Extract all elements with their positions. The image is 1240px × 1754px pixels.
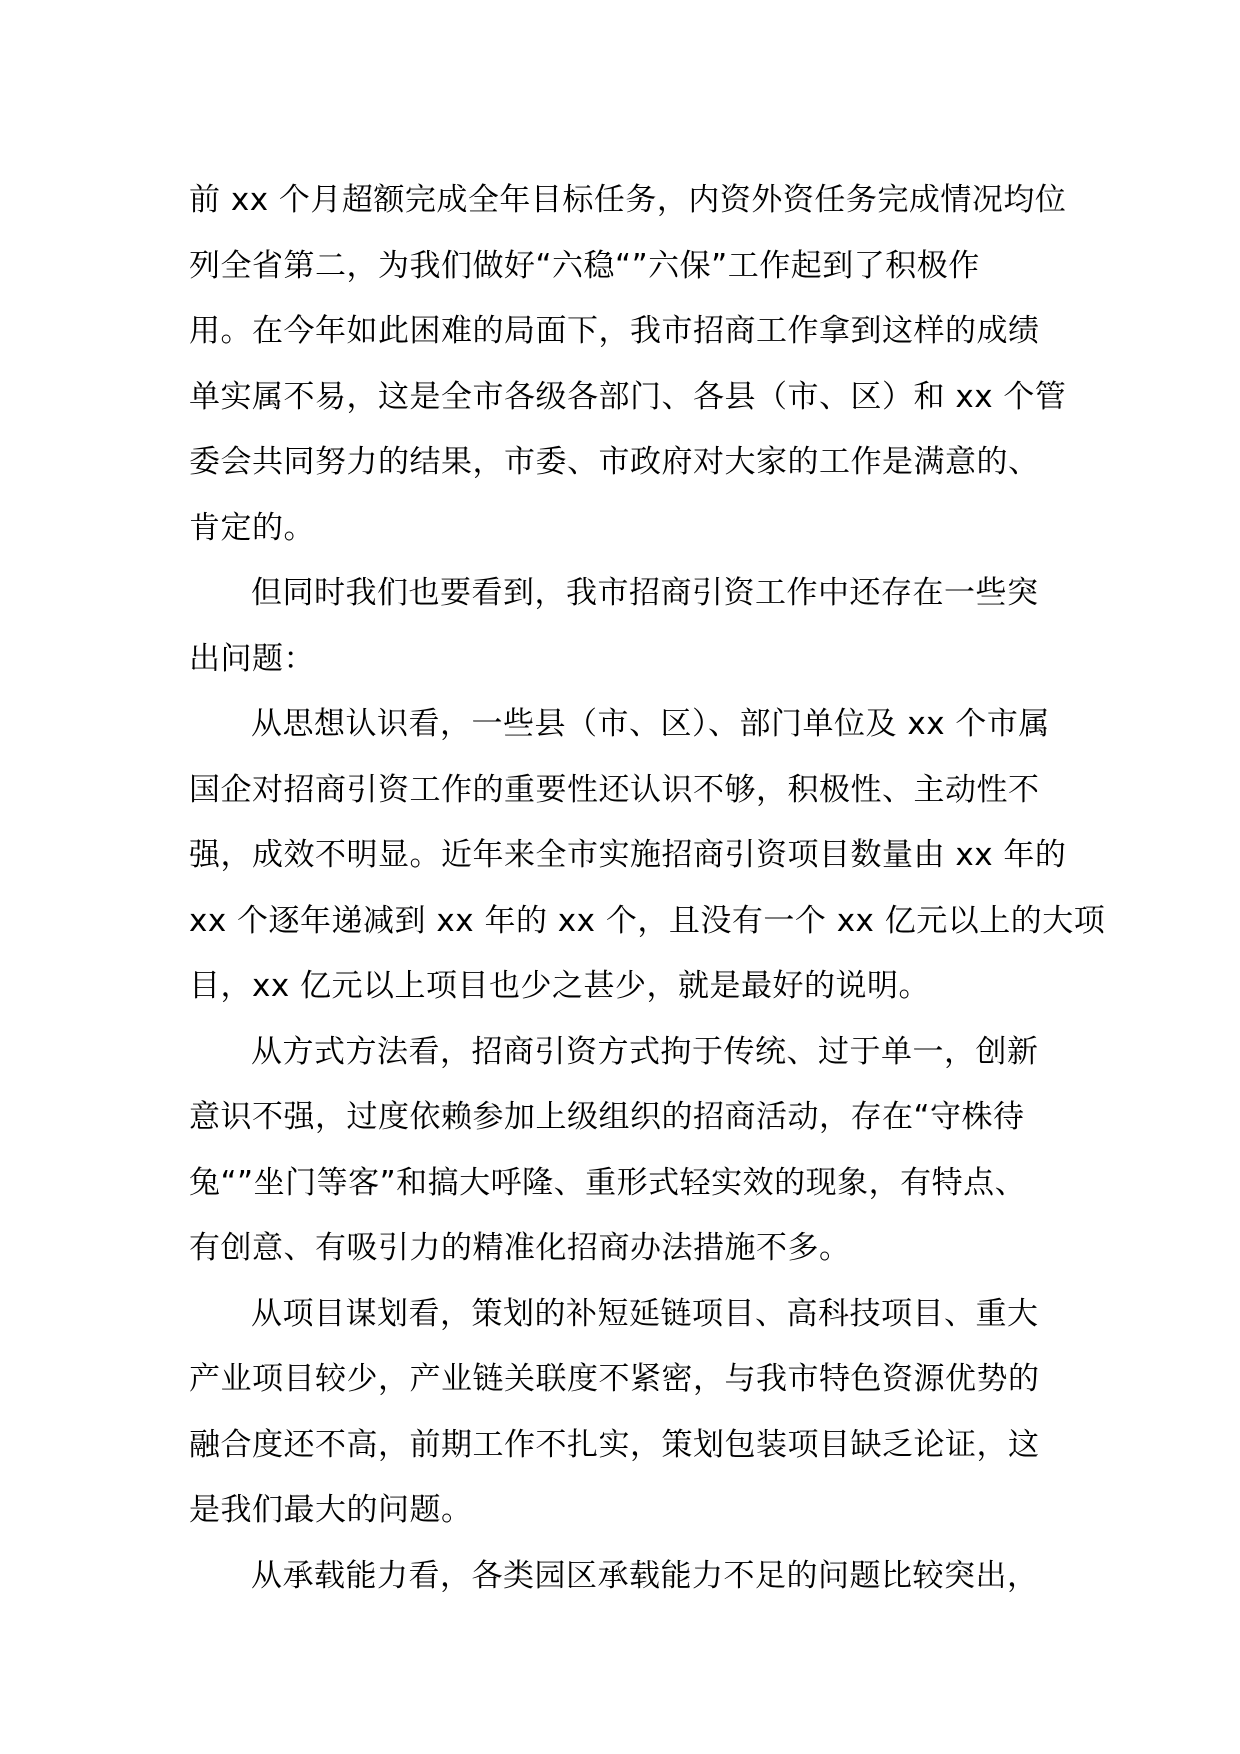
text-line: 从项目谋划看，策划的补短延链项目、高科技项目、重大 [251, 1295, 1039, 1332]
text-line: 肯定的。 [189, 509, 315, 546]
text-line: 强，成效不明显。近年来全市实施招商引资项目数量由 xx 年的 [189, 837, 1067, 873]
text-line: 有创意、有吸引力的精准化招商办法措施不多。 [189, 1230, 851, 1266]
text-line: 从承载能力看，各类园区承载能力不足的问题比较突出， [251, 1557, 1039, 1594]
text-line: 产业项目较少，产业链关联度不紧密，与我市特色资源优势的 [189, 1361, 1040, 1397]
text-line: 前 xx 个月超额完成全年目标任务，内资外资任务完成情况均位 [189, 182, 1067, 218]
text-line: 但同时我们也要看到，我市招商引资工作中还存在一些突 [251, 575, 1039, 611]
text-line: 委会共同努力的结果，市委、市政府对大家的工作是满意的、 [189, 444, 1040, 480]
text-line: xx 个逐年递减到 xx 年的 xx 个，且没有一个 xx 亿元以上的大项 [189, 902, 1106, 939]
text-line: 国企对招商引资工作的重要性还认识不够，积极性、主动性不 [189, 771, 1040, 808]
text-line: 用。在今年如此困难的局面下，我市招商工作拿到这样的成绩 [189, 313, 1040, 349]
text-line: 兔“”坐门等客”和搞大呼隆、重形式轻实效的现象，有特点、 [189, 1164, 1027, 1201]
text-line: 单实属不易，这是全市各级各部门、各县（市、区）和 xx 个管 [189, 378, 1067, 415]
text-line: 列全省第二，为我们做好“六稳“”六保”工作起到了积极作 [189, 247, 980, 284]
document-body [189, 168, 1106, 1609]
text-line: 目，xx 亿元以上项目也少之甚少，就是最好的说明。 [189, 968, 931, 1004]
text-line: 出问题： [189, 640, 315, 677]
text-line: 是我们最大的问题。 [189, 1492, 473, 1528]
text-line: 从思想认识看，一些县（市、区）、部门单位及 xx 个市属 [251, 706, 1050, 742]
text-line: 从方式方法看，招商引资方式拘于传统、过于单一，创新 [251, 1033, 1039, 1070]
text-line: 融合度还不高，前期工作不扎实，策划包装项目缺乏论证，这 [189, 1426, 1040, 1463]
text-line: 意识不强，过度依赖参加上级组织的招商活动，存在“守株待 [189, 1099, 1025, 1135]
